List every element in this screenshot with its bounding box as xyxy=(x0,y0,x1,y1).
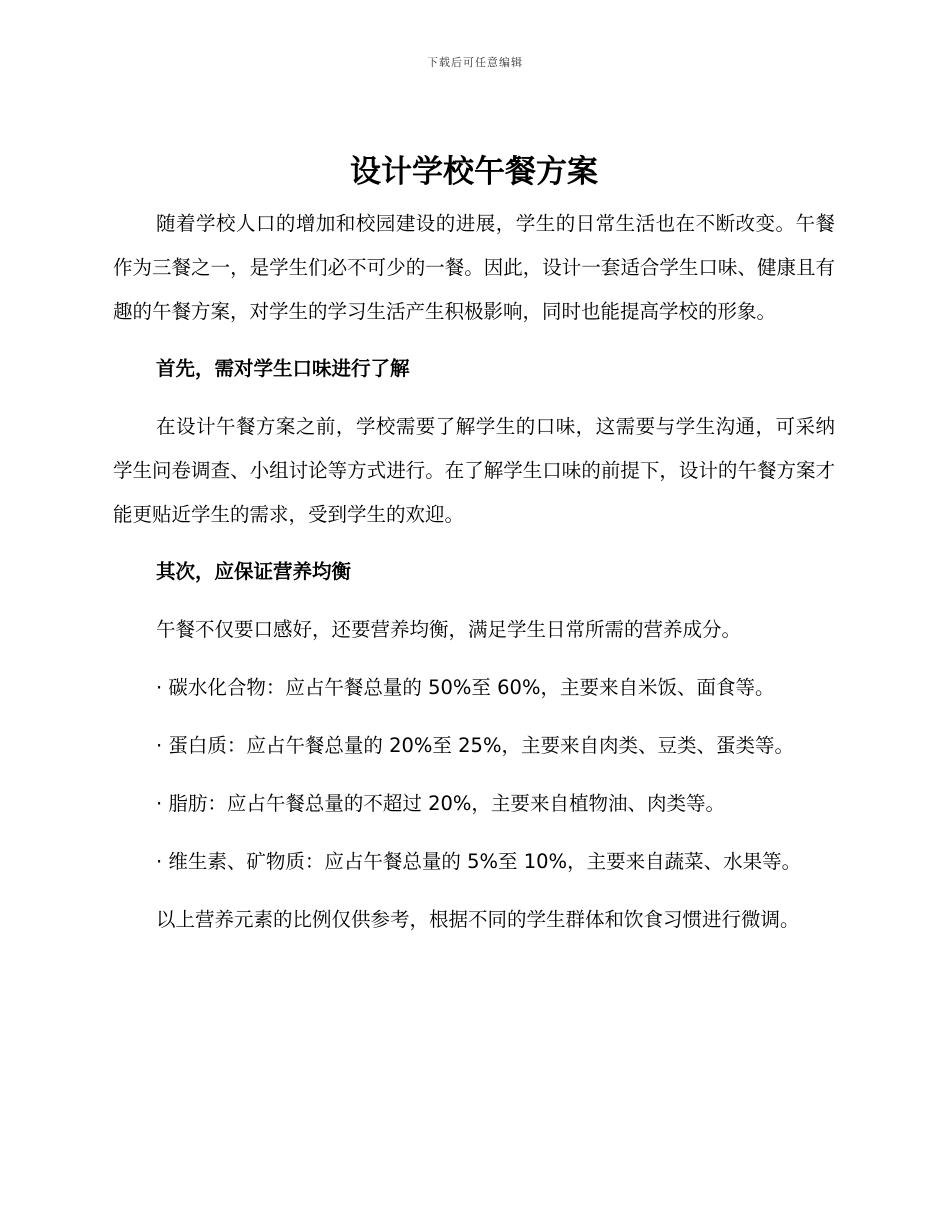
section-heading-nutrition: 其次，应保证营养均衡 xyxy=(156,560,352,583)
nutrition-item-fat: · 脂肪：应占午餐总量的不超过 20%，主要来自植物油、肉类等。 xyxy=(156,792,725,815)
nutrition-item-protein: · 蛋白质：应占午餐总量的 20%至 25%，主要来自肉类、豆类、蛋类等。 xyxy=(156,734,794,757)
intro-paragraph: 随着学校人口的增加和校园建设的进展，学生的日常生活也在不断改变。午餐作为三餐之一，是学生们必不可少的一餐。因此，设计一套适合学生口味、健康且有趣的午餐方案，对学生的学习生活产生积极影响，同时也能提高学校的形象。 xyxy=(113,212,835,323)
document-body xyxy=(113,148,835,942)
nutrition-item-carbohydrates: · 碳水化合物：应占午餐总量的 50%至 60%，主要来自米饭、面食等。 xyxy=(156,676,775,699)
section-body-nutrition: 午餐不仅要口感好，还要营养均衡，满足学生日常所需的营养成分。 xyxy=(156,618,742,641)
section-heading-taste: 首先，需对学生口味进行了解 xyxy=(156,357,410,380)
page-header-note: 下载后可任意编辑 xyxy=(427,56,523,69)
section-body-taste: 在设计午餐方案之前，学校需要了解学生的口味，这需要与学生沟通，可采纳学生问卷调查、小组讨论等方式进行。在了解学生口味的前提下，设计的午餐方案才能更贴近学生的需求，受到学生的欢迎。 xyxy=(113,415,835,526)
nutrition-item-vitamins-minerals: · 维生素、矿物质：应占午餐总量的 5%至 10%，主要来自蔬菜、水果等。 xyxy=(156,850,802,873)
document-title: 设计学校午餐方案 xyxy=(350,154,598,190)
nutrition-note-paragraph: 以上营养元素的比例仅供参考，根据不同的学生群体和饮食习惯进行微调。 xyxy=(156,908,800,931)
